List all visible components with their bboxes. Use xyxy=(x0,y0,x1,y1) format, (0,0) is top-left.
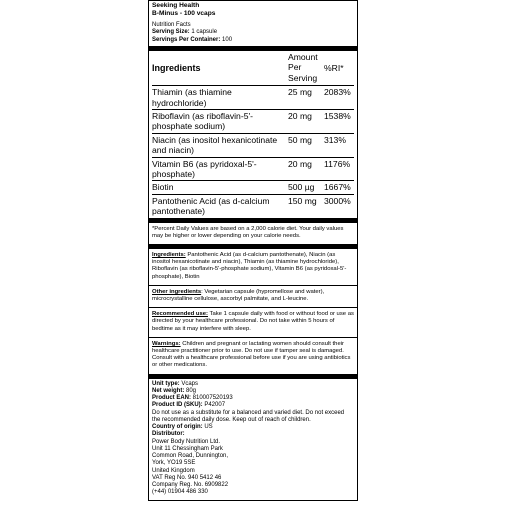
diet-disclaimer: Do not use as a substitute for a balanced and varied diet. Do not exceed the recommended daily dose. Keep out of reach of children. xyxy=(152,409,345,423)
col-ingredients: Ingredients xyxy=(152,63,201,74)
recommended-use-label: Recommended use: xyxy=(152,311,208,318)
recommended-use-text: Take 1 capsule daily with food or without food or use as directed by your healthcare professional. Do not take within 5 hours of bedtime as it may interfere with sleep. xyxy=(152,311,354,332)
nutrition-table-box xyxy=(148,47,358,219)
row-ri: 2083% xyxy=(324,86,354,110)
warnings-text: Children and pregnant or lactating women should consult their healthcare practitioner prior to use. Do not use if tamper seal is damaged. Consult with a healthcare professional before use if you are using antibiotics or other medications. xyxy=(152,340,351,369)
unit-type: Unit type: Vcaps xyxy=(152,380,199,387)
row-ri: 1667% xyxy=(324,181,354,194)
other-ingredients-text: : Vegetarian capsule (hypromellose and water), microcrystalline cellulose, ascorbyl palmitate, and L-leucine. xyxy=(152,288,325,302)
table-row xyxy=(152,133,354,157)
row-amount: 25 mg xyxy=(288,86,324,110)
other-ingredients-section xyxy=(149,285,357,307)
row-name: Thiamin (as thiamine hydrochloride) xyxy=(152,86,288,110)
other-ingredients-label: Other ingredients xyxy=(152,288,202,295)
row-amount: 50 mg xyxy=(288,133,324,157)
table-row xyxy=(152,86,354,110)
product-name: B-Minus - 100 vcaps xyxy=(152,10,216,17)
distributor-line: Power Body Nutrition Ltd. xyxy=(152,438,221,445)
servings-per-container: Servings Per Container: 100 xyxy=(152,36,233,43)
label-header xyxy=(148,0,358,47)
table-row xyxy=(152,157,354,181)
distributor-line: Company Reg. No. 6909822 xyxy=(152,482,229,489)
row-ri: 3000% xyxy=(324,194,354,217)
row-ri: 313% xyxy=(324,133,354,157)
distributor-label: Distributor: xyxy=(152,431,185,438)
distributor-line: United Kingdom xyxy=(152,467,195,474)
row-name: Biotin xyxy=(152,181,288,194)
ingredients-info-box xyxy=(148,245,358,375)
table-row xyxy=(152,194,354,217)
row-ri: 1538% xyxy=(324,109,354,133)
nutrition-table-header xyxy=(152,52,354,86)
row-name: Vitamin B6 (as pyridoxal-5'-phosphate) xyxy=(152,157,288,181)
row-name: Pantothenic Acid (as d-calcium pantothenate) xyxy=(152,194,288,217)
ingredients-label: Ingredients: xyxy=(152,251,186,258)
distributor-line: Common Road, Dunnington, xyxy=(152,453,229,460)
daily-values-footnote: *Percent Daily Values are based on a 2,000 calorie diet. Your daily values may be higher or lower depending on your calorie needs. xyxy=(152,225,344,239)
footnote-box xyxy=(148,219,358,245)
table-row xyxy=(152,109,354,133)
row-amount: 20 mg xyxy=(288,157,324,181)
distributor-line: (+44) 01904 486 330 xyxy=(152,489,208,496)
recommended-use-section xyxy=(149,307,357,337)
country-of-origin: Country of origin: US xyxy=(152,424,213,431)
ingredients-section xyxy=(149,249,357,285)
net-weight: Net weight: 80g xyxy=(152,387,197,394)
row-amount: 20 mg xyxy=(288,109,324,133)
product-details-box xyxy=(148,375,358,501)
col-ri: %RI* xyxy=(324,63,344,74)
serving-size: Serving Size: 1 capsule xyxy=(152,29,218,36)
table-row xyxy=(152,181,354,194)
row-name: Niacin (as inositol hexanicotinate and niacin) xyxy=(152,133,288,157)
distributor-line: York, YO19 5SE xyxy=(152,460,196,467)
col-amount: Amount Per Serving xyxy=(288,51,318,83)
distributor-line: Unit 11 Chessingham Park xyxy=(152,445,223,452)
product-sku: Product ID (SKU): P42007 xyxy=(152,402,226,409)
row-amount: 150 mg xyxy=(288,194,324,217)
supplement-label xyxy=(148,0,358,501)
brand-name: Seeking Health xyxy=(152,2,200,9)
ingredients-text: Pantothenic Acid (as d-calcium pantothenate), Niacin (as inositol hexanicotinate and niacin), Thiamin (as thiamine hydrochloride), Riboflavin (as riboflavin-5'-phosphate sodium), Vitamin B6 (as pyridoxal-5'-phosphate), Biotin xyxy=(152,251,347,280)
warnings-section xyxy=(149,337,357,374)
warnings-label: Warnings: xyxy=(152,340,181,347)
product-ean: Product EAN: 810007520193 xyxy=(152,395,233,402)
facts-title: Nutrition Facts xyxy=(152,22,191,28)
row-ri: 1176% xyxy=(324,157,354,181)
row-amount: 500 µg xyxy=(288,181,324,194)
nutrition-table xyxy=(152,52,354,218)
row-name: Riboflavin (as riboflavin-5'-phosphate sodium) xyxy=(152,109,288,133)
distributor-line: VAT Reg No. 940 5412 46 xyxy=(152,474,222,481)
